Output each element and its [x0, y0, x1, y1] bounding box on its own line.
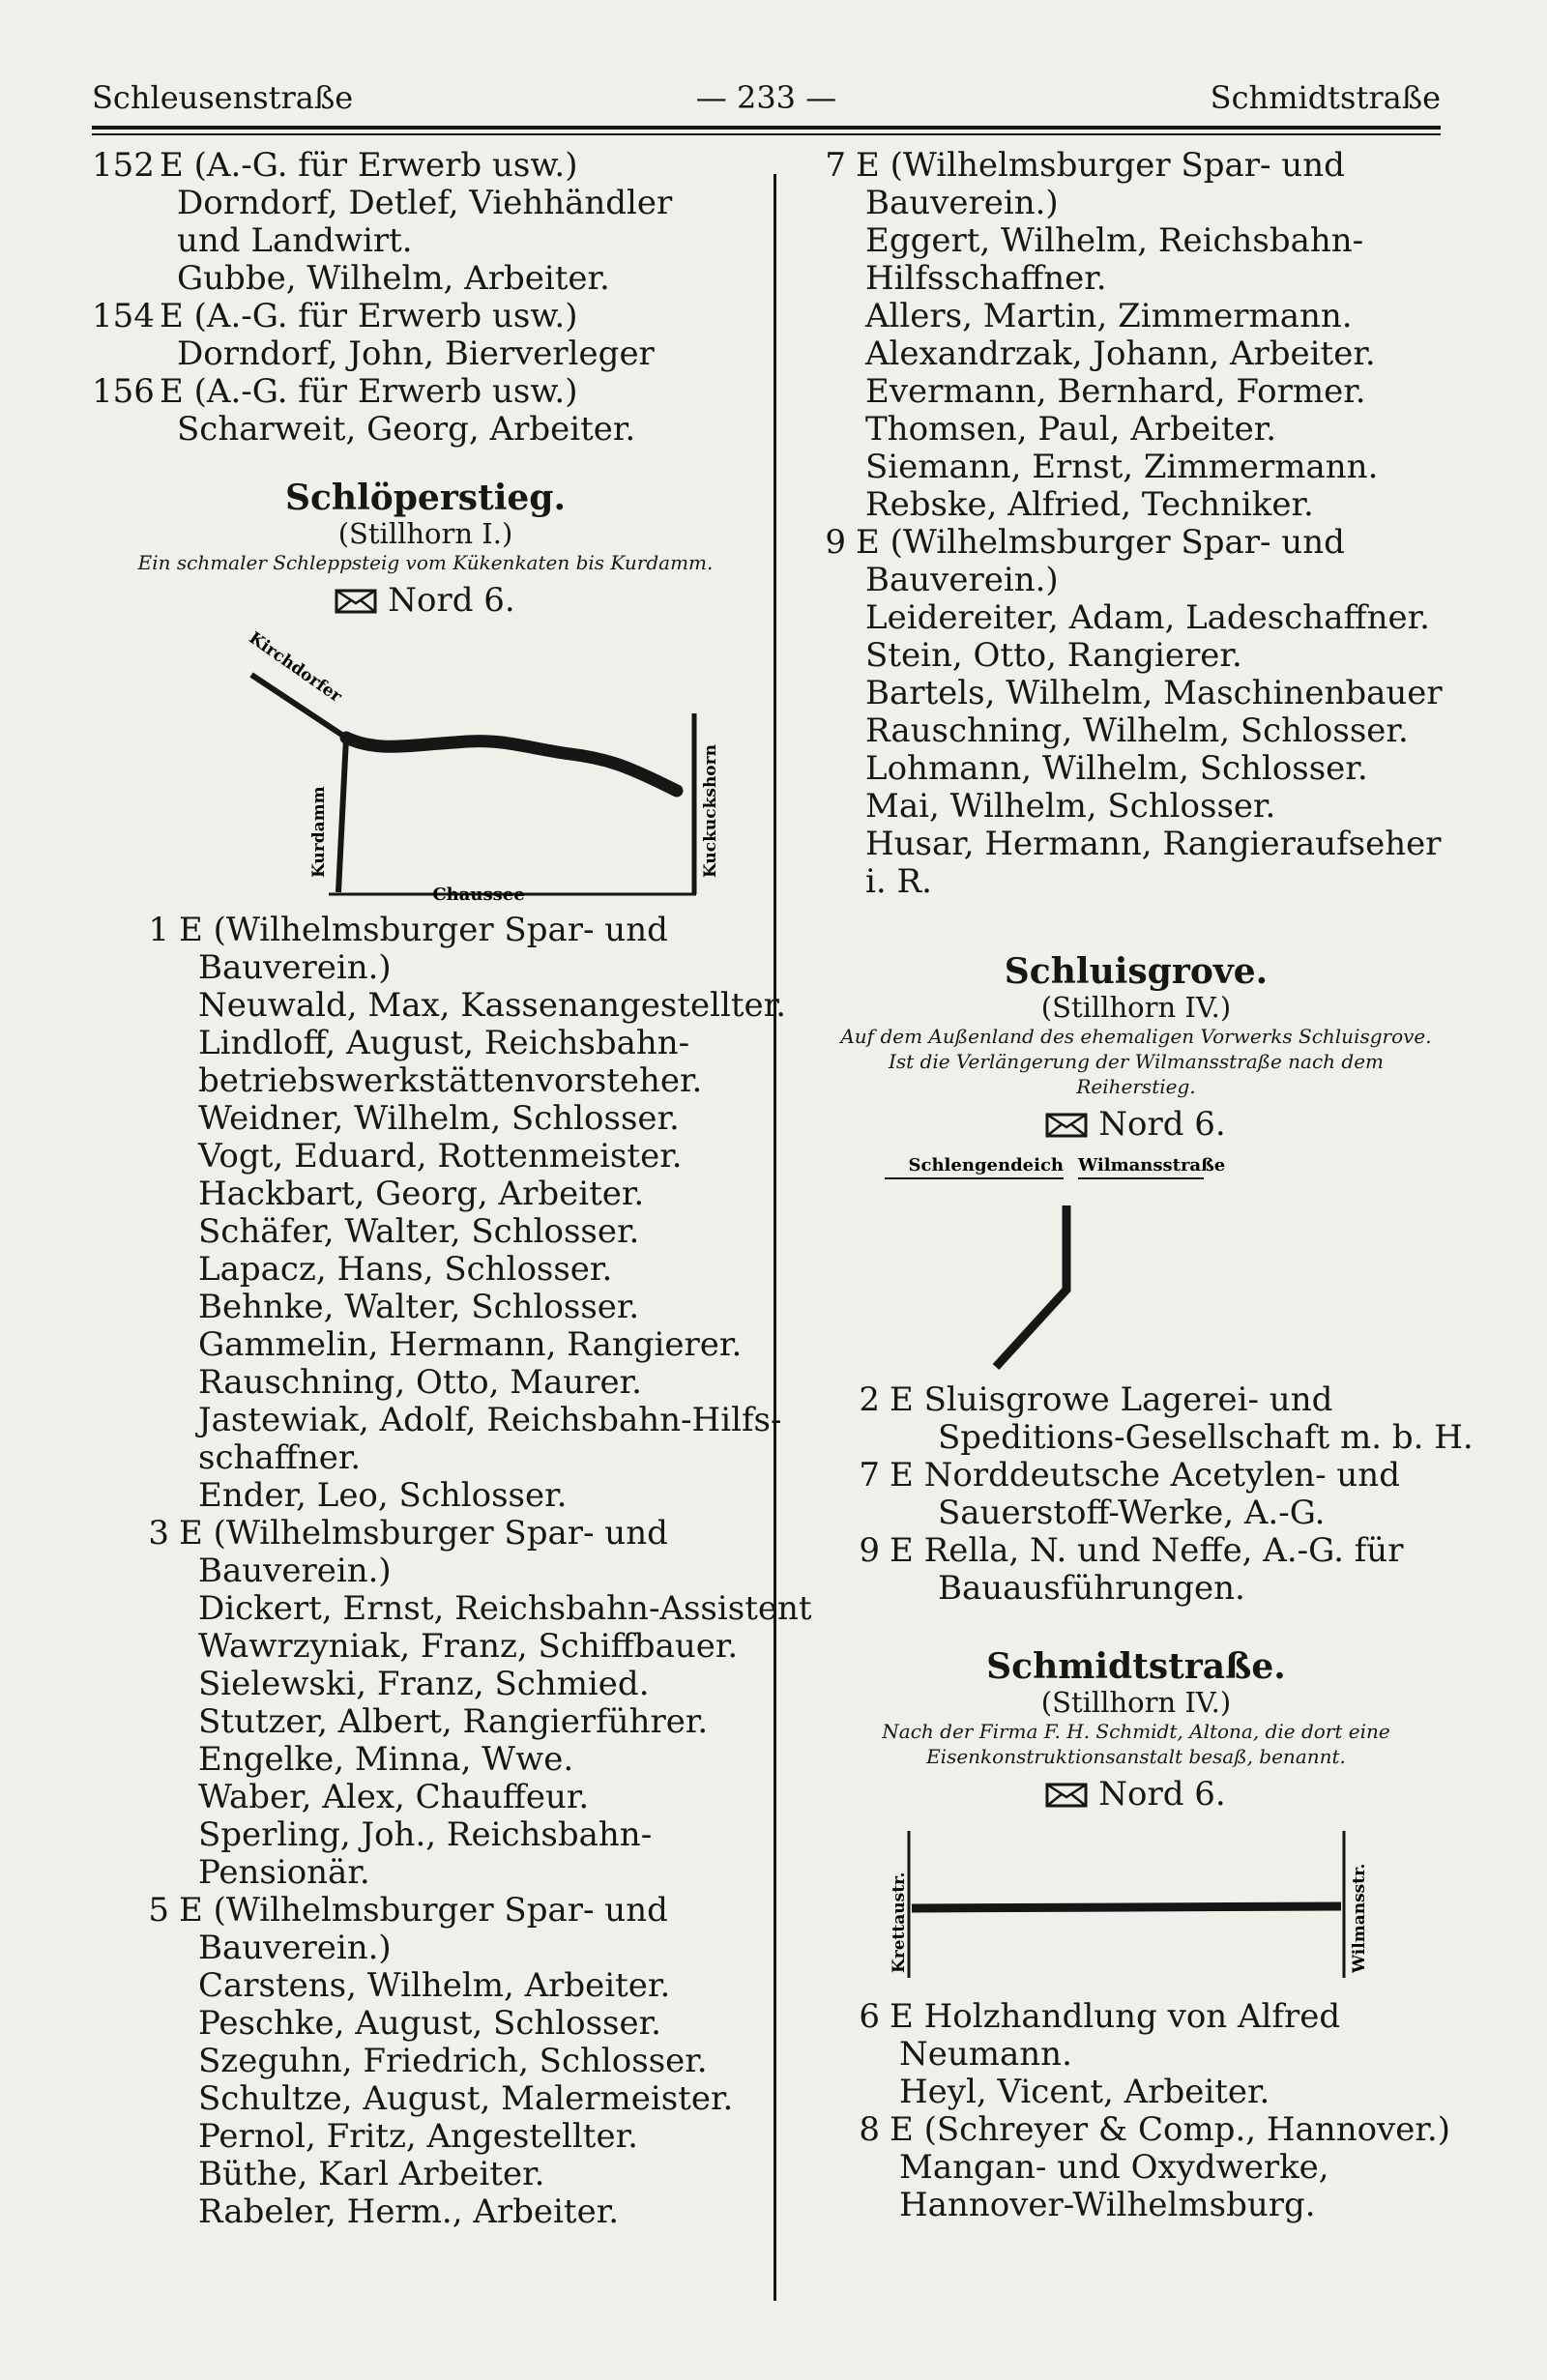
- section-description-2: Ist die Verlängerung der Wilmansstraße nach dem: [888, 1050, 1385, 1073]
- entry-head: [788, 1457, 1484, 1495]
- house-number: 1: [148, 911, 169, 949]
- postal-district: [788, 1773, 1484, 1815]
- resident-line: und Landwirt.: [177, 221, 413, 260]
- resident-line: Scharweit, Georg, Arbeiter.: [177, 410, 636, 449]
- resident-line: Lohmann, Wilhelm, Schlosser.: [865, 749, 1368, 788]
- resident-line: Siemann, Ernst, Zimmermann.: [865, 448, 1379, 486]
- entry-head: [788, 1998, 1484, 2036]
- resident-line: i. R.: [865, 862, 932, 901]
- resident-line: Wawrzyniak, Franz, Schiffbauer.: [198, 1627, 739, 1666]
- map-label-right: Wilmansstr.: [1350, 1863, 1369, 1973]
- resident-line: Eggert, Wilhelm, Reichsbahn-: [865, 221, 1364, 260]
- resident-line: Husar, Hermann, Rangieraufseher: [865, 825, 1442, 863]
- resident-line: betriebswerkstättenvorsteher.: [198, 1061, 703, 1100]
- header-left: Schleusenstraße: [92, 79, 354, 116]
- map-label-bottom: Chaussee: [432, 885, 525, 905]
- resident-line: Schultze, August, Malermeister.: [198, 2079, 734, 2118]
- section-schluisgrove: [788, 951, 1484, 1372]
- section-schmidtstrasse: [788, 1646, 1484, 1983]
- header-right: Schmidtstraße: [1210, 79, 1441, 116]
- resident-line: Carstens, Wilhelm, Arbeiter.: [198, 1966, 671, 2005]
- entry-head: [92, 1892, 759, 1930]
- address-entry: [788, 524, 1484, 901]
- resident-line: Speditions-Gesellschaft m. b. H.: [938, 1418, 1474, 1457]
- section-district: (Stillhorn IV.): [1040, 1686, 1232, 1719]
- house-number: 2: [859, 1380, 880, 1419]
- resident-line: Dorndorf, John, Bierverleger: [177, 334, 655, 373]
- right-mid-entries: [788, 1381, 1484, 1608]
- resident-line: Mai, Wilhelm, Schlosser.: [865, 787, 1276, 826]
- resident-line: Büthe, Karl Arbeiter.: [198, 2155, 545, 2193]
- postal-district: [92, 579, 759, 622]
- resident-line: Bauverein.): [865, 561, 1059, 599]
- postal-code: Nord 6.: [1098, 1105, 1226, 1144]
- resident-line: Schäfer, Walter, Schlosser.: [198, 1212, 640, 1251]
- map-schmidtstrasse-path: [912, 1906, 1341, 1908]
- resident-line: Bauverein.): [198, 948, 392, 987]
- section-district: (Stillhorn IV.): [1040, 991, 1232, 1024]
- address-entry: [92, 147, 759, 298]
- resident-line: Stutzer, Albert, Rangierführer.: [198, 1702, 709, 1741]
- resident-line: Rauschning, Wilhelm, Schlosser.: [865, 711, 1409, 750]
- resident-line: Bartels, Wilhelm, Maschinenbauer: [865, 674, 1443, 712]
- entry-head: [92, 912, 759, 949]
- resident-line: Engelke, Minna, Wwe.: [198, 1740, 574, 1779]
- resident-line: Stein, Otto, Rangierer.: [865, 636, 1242, 675]
- address-entry: [788, 1457, 1484, 1532]
- house-number: 3: [148, 1514, 169, 1553]
- header-rule-thin: [92, 133, 1441, 135]
- house-number: 154: [92, 297, 155, 335]
- address-entry: [788, 2111, 1484, 2224]
- map-label-left: Krettaustr.: [890, 1872, 909, 1973]
- entry-text: E (Wilhelmsburger Spar- und: [179, 1514, 668, 1553]
- resident-line: Sperling, Joh., Reichsbahn-: [198, 1815, 653, 1854]
- envelope-icon: [1046, 1114, 1087, 1137]
- envelope-icon: [1046, 1784, 1087, 1807]
- address-entry: [92, 1514, 812, 1892]
- address-entry: [92, 373, 759, 449]
- resident-line: Jastewiak, Adolf, Reichsbahn-Hilfs-: [198, 1401, 782, 1439]
- resident-line: Sauerstoff-Werke, A.-G.: [938, 1494, 1326, 1532]
- resident-line: Gammelin, Hermann, Rangierer.: [198, 1325, 743, 1364]
- address-entry: [92, 911, 786, 1515]
- address-entry: [92, 1892, 759, 2231]
- house-number: 6: [859, 1997, 880, 2036]
- section-description-2: Eisenkonstruktionsanstalt besaß, benannt.: [926, 1745, 1346, 1768]
- postal-code: Nord 6.: [1098, 1775, 1226, 1814]
- right-column: [788, 147, 1484, 2224]
- resident-line: Leidereiter, Adam, Ladeschaffner.: [865, 598, 1430, 637]
- envelope-icon: [336, 590, 376, 613]
- header-rule: [92, 126, 1441, 130]
- map-schloeperstieg-path: [346, 738, 677, 791]
- map-label-left: Kurdamm: [309, 786, 329, 878]
- resident-line: Evermann, Bernhard, Former.: [865, 372, 1366, 411]
- resident-line: Weidner, Wilhelm, Schlosser.: [198, 1099, 680, 1138]
- map-label-right: Kuckuckshorn: [701, 744, 720, 878]
- page-number: — 233 —: [695, 79, 837, 116]
- postal-code: Nord 6.: [388, 581, 515, 620]
- section-description-3: Reiherstieg.: [1076, 1075, 1196, 1098]
- section-title: Schlöperstieg.: [284, 478, 566, 518]
- resident-line: schaffner.: [198, 1438, 362, 1477]
- resident-line: Gubbe, Wilhelm, Arbeiter.: [177, 259, 610, 298]
- address-entry: [92, 298, 759, 373]
- section-description-1: Nach der Firma F. H. Schmidt, Altona, die dort eine: [882, 1720, 1390, 1743]
- entry-head: [92, 1515, 759, 1553]
- section-district: (Stillhorn I.): [337, 517, 513, 550]
- map-label-diag: Kirchdorfer: [245, 628, 345, 707]
- entry-text: E (A.-G. für Erwerb usw.): [160, 146, 578, 185]
- entry-head: [788, 147, 1484, 185]
- house-number: 7: [859, 1456, 880, 1495]
- resident-line: Mangan- und Oxydwerke,: [899, 2148, 1329, 2187]
- address-entry: [788, 1532, 1484, 1608]
- address-entry: [788, 147, 1484, 524]
- house-number: 8: [859, 2110, 880, 2149]
- resident-line: Neuwald, Max, Kassenangestellter.: [198, 986, 786, 1025]
- page-header: [92, 79, 1441, 126]
- section-title: Schluisgrove.: [1004, 951, 1269, 992]
- resident-line: Bauausführungen.: [938, 1569, 1245, 1608]
- resident-line: Lindloff, August, Reichsbahn-: [198, 1024, 690, 1062]
- section-title: Schmidtstraße.: [986, 1646, 1286, 1687]
- entry-text: E (Wilhelmsburger Spar- und: [856, 523, 1345, 562]
- postal-district: [788, 1103, 1484, 1146]
- left-column: [92, 146, 812, 2231]
- address-entry: [788, 1381, 1484, 1457]
- resident-line: Hilfsschaffner.: [865, 259, 1107, 298]
- left-entries: [92, 911, 812, 2231]
- right-bottom-entries: [788, 1998, 1484, 2224]
- entry-text: E (Wilhelmsburger Spar- und: [856, 146, 1345, 185]
- resident-line: Behnke, Walter, Schlosser.: [198, 1288, 640, 1326]
- resident-line: Hannover-Wilhelmsburg.: [899, 2186, 1316, 2224]
- right-top-entries: [788, 147, 1484, 901]
- entry-text: E (A.-G. für Erwerb usw.): [160, 297, 578, 335]
- address-entry: [788, 1998, 1484, 2111]
- entry-head: [788, 2111, 1484, 2149]
- entry-text: E Rella, N. und Neffe, A.-G. für: [890, 1531, 1404, 1570]
- house-number: 152: [92, 146, 155, 185]
- resident-line: Dorndorf, Detlef, Viehhändler: [177, 184, 673, 222]
- resident-line: Dickert, Ernst, Reichsbahn-Assistent: [198, 1589, 812, 1628]
- resident-line: Bauverein.): [198, 1929, 392, 1967]
- resident-line: Pernol, Fritz, Angestellter.: [198, 2117, 638, 2156]
- street-map: [865, 1823, 1407, 1983]
- entry-text: E (Wilhelmsburger Spar- und: [179, 911, 668, 949]
- entry-text: E Sluisgrowe Lagerei- und: [890, 1380, 1333, 1419]
- section-description: Ein schmaler Schleppsteig vom Kükenkaten bis Kurdamm.: [137, 551, 714, 574]
- map-kurdamm: [338, 738, 346, 892]
- resident-line: Bauverein.): [198, 1552, 392, 1590]
- resident-line: Pensionär.: [198, 1853, 370, 1892]
- resident-line: Thomsen, Paul, Arbeiter.: [865, 410, 1277, 449]
- entry-head: [788, 524, 1484, 562]
- resident-line: Ender, Leo, Schlosser.: [198, 1476, 568, 1515]
- resident-line: Sielewski, Franz, Schmied.: [198, 1665, 650, 1703]
- resident-line: Peschke, August, Schlosser.: [198, 2004, 661, 2043]
- entry-text: E Norddeutsche Acetylen- und: [890, 1456, 1400, 1495]
- resident-line: Vogt, Eduard, Rottenmeister.: [198, 1137, 683, 1175]
- house-number: 5: [148, 1891, 169, 1930]
- column-divider: [774, 174, 776, 2301]
- entry-text: E (A.-G. für Erwerb usw.): [160, 372, 578, 411]
- entry-head: [92, 147, 759, 185]
- resident-line: Szeguhn, Friedrich, Schlosser.: [198, 2042, 708, 2080]
- resident-line: Heyl, Vicent, Arbeiter.: [899, 2073, 1270, 2111]
- map-label-right: Wilmansstraße: [1078, 1155, 1226, 1175]
- resident-line: Neumann.: [899, 2035, 1072, 2074]
- resident-line: Bauverein.): [865, 184, 1059, 222]
- entry-text: E (Wilhelmsburger Spar- und: [179, 1891, 668, 1930]
- resident-line: Allers, Martin, Zimmermann.: [865, 297, 1353, 335]
- entry-text: E Holzhandlung von Alfred: [890, 1997, 1341, 2036]
- resident-line: Hackbart, Georg, Arbeiter.: [198, 1175, 645, 1213]
- resident-line: Rauschning, Otto, Maurer.: [198, 1363, 642, 1402]
- map-schluisgrove-path: [996, 1205, 1066, 1367]
- entry-head: [788, 1381, 1484, 1419]
- resident-line: Lapacz, Hans, Schlosser.: [198, 1250, 613, 1289]
- entry-head: [92, 373, 759, 411]
- entry-text: E (Schreyer & Comp., Hannover.): [890, 2110, 1450, 2149]
- resident-line: Rebske, Alfried, Techniker.: [865, 485, 1314, 524]
- resident-line: Alexandrzak, Johann, Arbeiter.: [865, 334, 1376, 373]
- street-map: [885, 1149, 1387, 1372]
- house-number: 9: [859, 1531, 880, 1570]
- section-description-1: Auf dem Außenland des ehemaligen Vorwerks Schluisgrove.: [840, 1025, 1432, 1048]
- house-number: 156: [92, 372, 155, 411]
- resident-line: Rabeler, Herm., Arbeiter.: [198, 2192, 620, 2231]
- section-schloeperstieg: [92, 478, 759, 905]
- entry-head: [788, 1532, 1484, 1570]
- entry-head: [92, 298, 759, 335]
- resident-line: Waber, Alex, Chauffeur.: [198, 1778, 590, 1816]
- street-map: [135, 622, 720, 905]
- house-number: 7: [825, 146, 846, 185]
- left-top-entries: [92, 147, 759, 449]
- house-number: 9: [825, 523, 846, 562]
- map-label-left: Schlengendeich: [908, 1155, 1064, 1175]
